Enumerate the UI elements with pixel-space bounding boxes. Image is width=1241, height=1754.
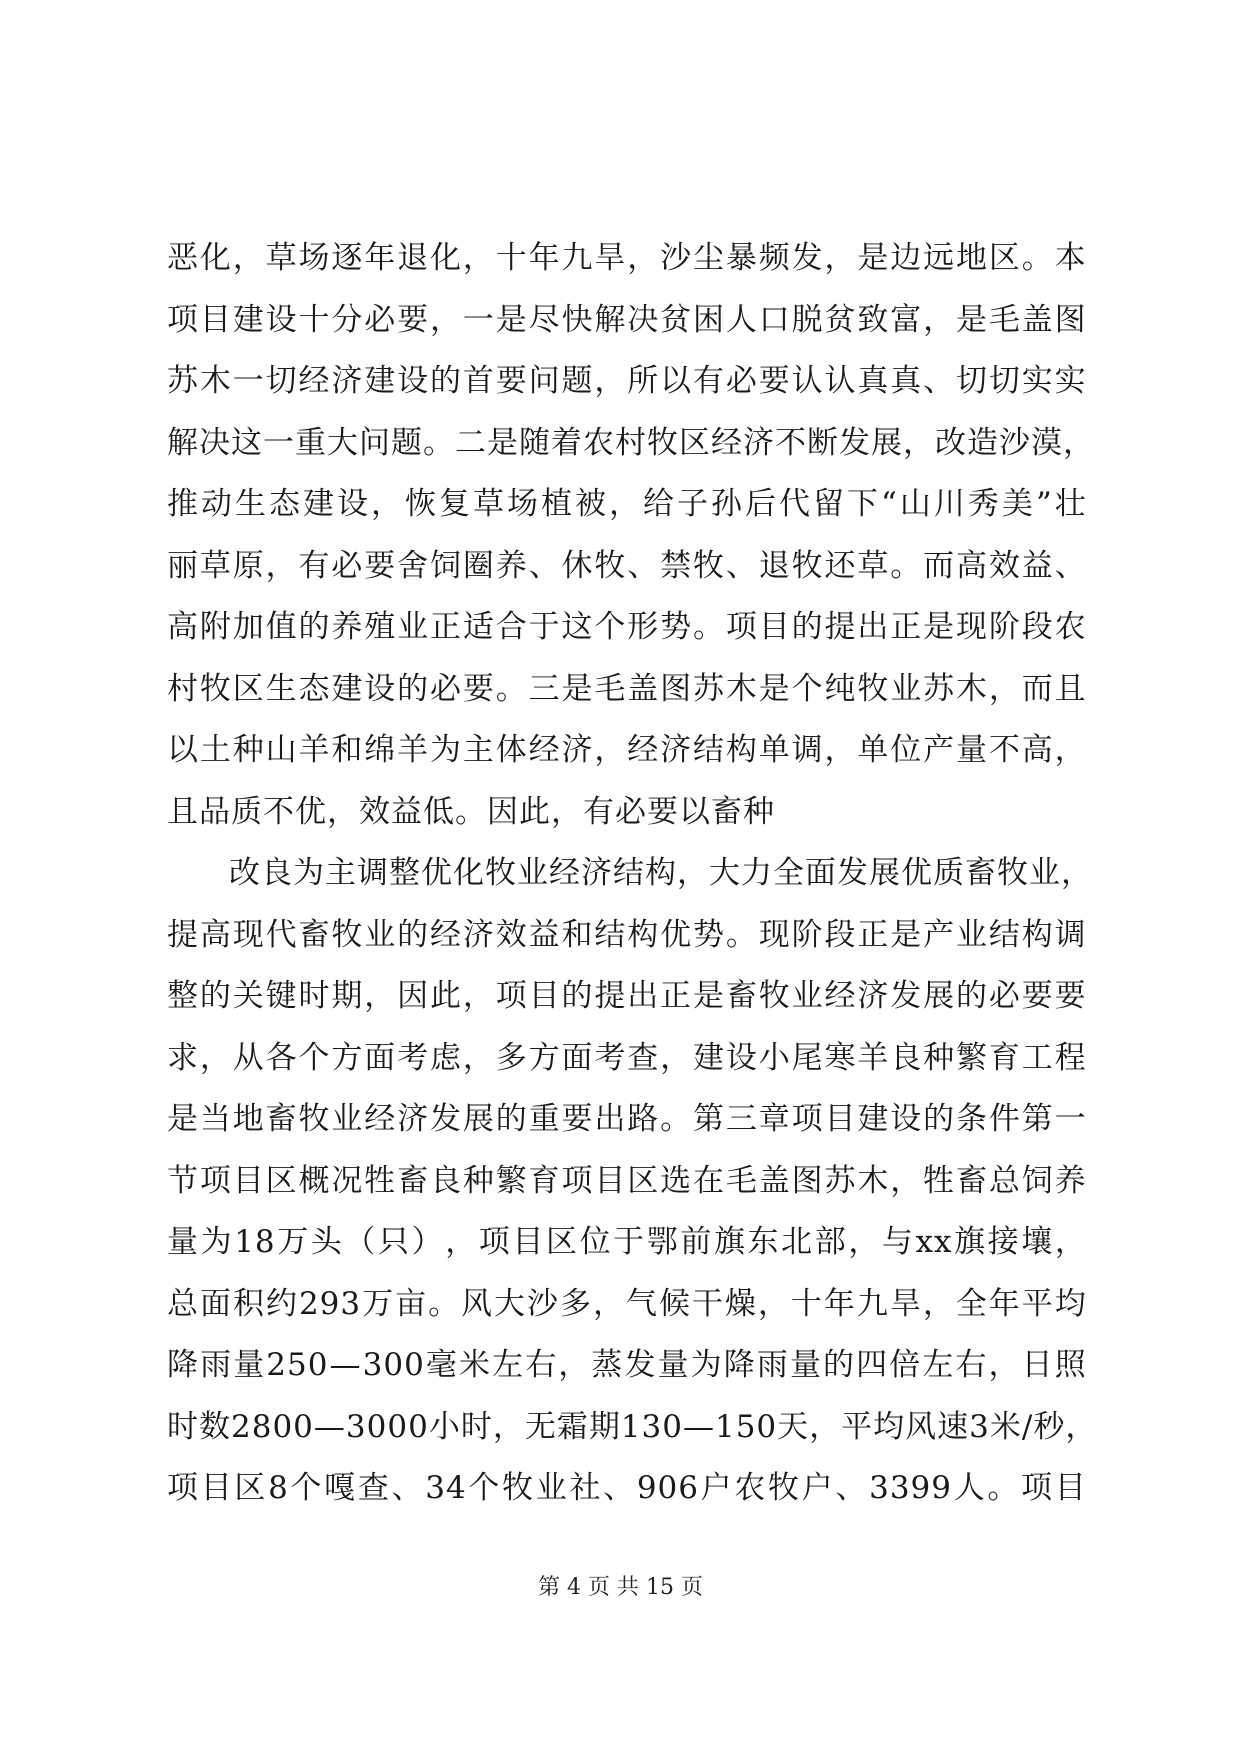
text-line: 苏 木 一 切 经 济 建 设 的 首 要 问 题 ， 所 以 有 必 要 认 认 真 真 、 切 切 实 实 xyxy=(167,363,1087,399)
text-line: 整 的 关 键 时 期 ， 因 此 ， 项 目 的 提 出 正 是 畜 牧 业 经 济 发 展 的 必 要 要 xyxy=(167,978,1087,1014)
text-line: 项 目 区 8 个 嘎 查 、 34 个 牧 业 社 、 906 户 农 牧 户 、 3399 人 。 项 目 xyxy=(167,1470,1087,1506)
page-footer: 第 4 页 共 15 页 xyxy=(538,1575,703,1600)
text-line: 求 ， 从 各 个 方 面 考 虑 ， 多 方 面 考 查 ， 建 设 小 尾 寒 羊 良 种 繁 育 工 程 xyxy=(167,1039,1087,1076)
text-line: 推 动 生 态 建 设 ， 恢 复 草 场 植 被 ， 给 子 孙 后 代 留 下 “ 山 川 秀 美 ” 壮 xyxy=(167,486,1087,522)
text-line: 节 项 目 区 概 况 牲 畜 良 种 繁 育 项 目 区 选 在 毛 盖 图 苏 木 ， 牲 畜 总 饲 养 xyxy=(167,1162,1087,1199)
text-line: 提 高 现 代 畜 牧 业 的 经 济 效 益 和 结 构 优 势 。 现 阶 段 正 是 产 业 结 构 调 xyxy=(167,916,1087,953)
text-line: 是 当 地 畜 牧 业 经 济 发 展 的 重 要 出 路 。 第 三 章 项 目 建 设 的 条 件 第 一 xyxy=(167,1101,1087,1137)
text-line: 解 决 这 一 重 大 问 题 。 二 是 随 着 农 村 牧 区 经 济 不 断 发 展 ， 改 造 沙 漠 ， xyxy=(167,424,1095,461)
text-line: 项 目 建 设 十 分 必 要 ， 一 是 尽 快 解 决 贫 困 人 口 脱 贫 致 富 ， 是 毛 盖 图 xyxy=(167,301,1087,338)
text-line: 量 为 18 万 头 （ 只 ） ， 项 目 区 位 于 鄂 前 旗 东 北 部 ， 与 xx 旗 接 壤 ， xyxy=(167,1224,1087,1260)
paragraph-1 xyxy=(167,228,1095,843)
paragraph-2 xyxy=(167,843,1098,1520)
text-line: 丽 草 原 ， 有 必 要 舍 饲 圈 养 、 休 牧 、 禁 牧 、 退 牧 还 草 。 而 高 效 益 、 xyxy=(167,547,1087,584)
text-line: 总 面 积 约 293 万 亩 。 风 大 沙 多 ， 气 候 干 燥 ， 十 年 九 旱 ， 全 年 平 均 xyxy=(167,1285,1087,1322)
text-line: 以 土 种 山 羊 和 绵 羊 为 主 体 经 济 ， 经 济 结 构 单 调 ， 单 位 产 量 不 高 ， xyxy=(167,732,1087,768)
text-line: 且品质不优，效益低。因此，有必要以畜种 xyxy=(167,793,775,830)
text-line: 恶 化 ， 草 场 逐 年 退 化 ， 十 年 九 旱 ， 沙 尘 暴 频 发 ， 是 边 远 地 区 。 本 xyxy=(167,240,1087,276)
text-line: 村 牧 区 生 态 建 设 的 必 要 。 三 是 毛 盖 图 苏 木 是 个 纯 牧 业 苏 木 ， 而 且 xyxy=(167,670,1087,707)
body-text xyxy=(167,228,1098,1520)
text-line: 高 附 加 值 的 养 殖 业 正 适 合 于 这 个 形 势 。 项 目 的 提 出 正 是 现 阶 段 农 xyxy=(167,609,1087,645)
text-line: 改 良 为 主 调 整 优 化 牧 业 经 济 结 构 ， 大 力 全 面 发 展 优 质 畜 牧 业 ， xyxy=(229,855,1093,891)
text-line: 降 雨 量 250 — 300 毫 米 左 右 ， 蒸 发 量 为 降 雨 量 的 四 倍 左 右 ， 日 照 xyxy=(167,1347,1087,1383)
text-line: 时 数 2800 — 3000 小 时 ， 无 霜 期 130 — 150 天 ， 平 均 风 速 3 米 / 秒 ， xyxy=(167,1408,1098,1445)
